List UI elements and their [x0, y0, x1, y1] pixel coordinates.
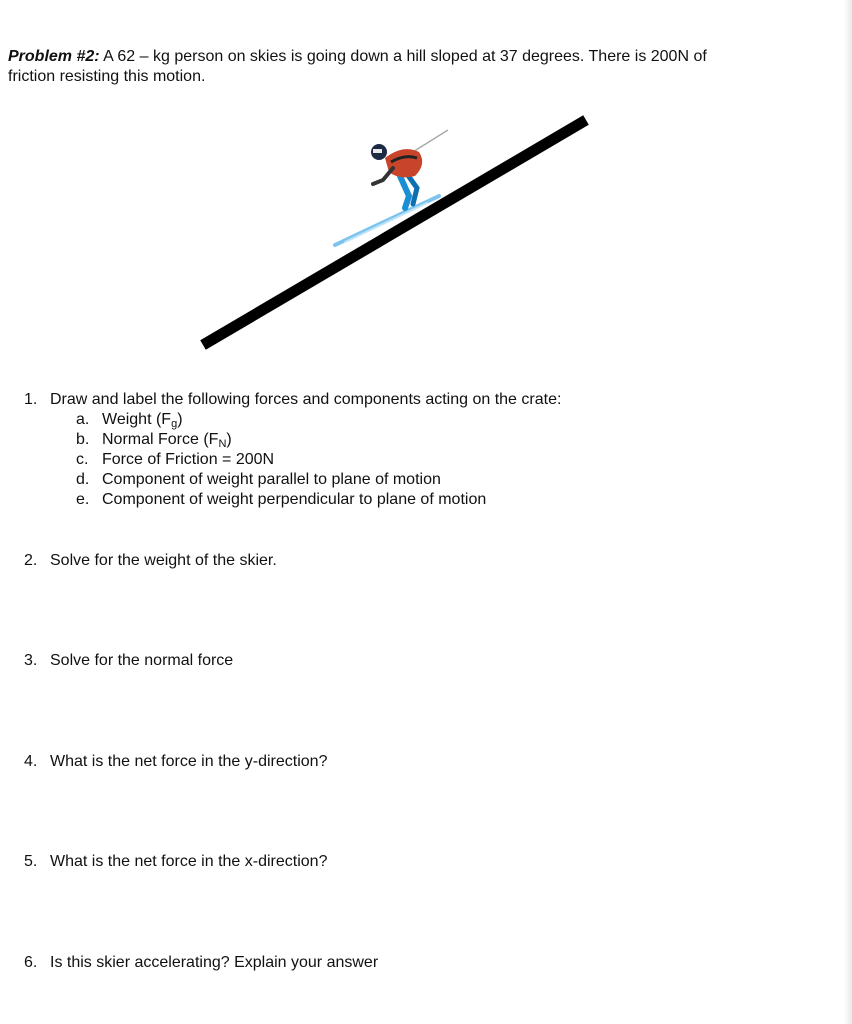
question-5: 5. What is the net force in the x-direction?: [24, 853, 328, 870]
problem-statement: [8, 47, 808, 87]
subitem-a: a. Weight $(F_g)$: [76, 411, 183, 430]
subitem-e: e. Component of weight perpendicular to plane of motion: [76, 491, 487, 508]
subitem-b: b. Normal Force $(F_N)$: [76, 431, 232, 450]
problem-line-1: [8, 47, 808, 67]
question-3: 3. Solve for the normal force: [24, 652, 234, 669]
problem-text-1: A 62 – kg person on skies is going down a hill sloped at 37 degrees. There is 200N of: [99, 48, 707, 65]
subitem-c: c. Force of Friction = 200N: [76, 451, 275, 468]
page-edge-shade: [844, 0, 852, 1024]
skier-illustration: [335, 130, 448, 245]
problem-label: Problem #2:: [8, 48, 100, 65]
question-1: 1. Draw and label the following forces and components acting on the crate:: [24, 391, 562, 408]
problem-line-2: friction resisting this motion.: [8, 68, 206, 85]
subitem-d: d. Component of weight parallel to plane of motion: [76, 471, 441, 488]
question-6: 6. Is this skier accelerating? Explain your answer: [24, 954, 379, 971]
question-2: 2. Solve for the weight of the skier.: [24, 552, 277, 569]
question-4: 4. What is the net force in the y-direction?: [24, 753, 328, 770]
skier-on-slope-figure: [195, 108, 595, 353]
